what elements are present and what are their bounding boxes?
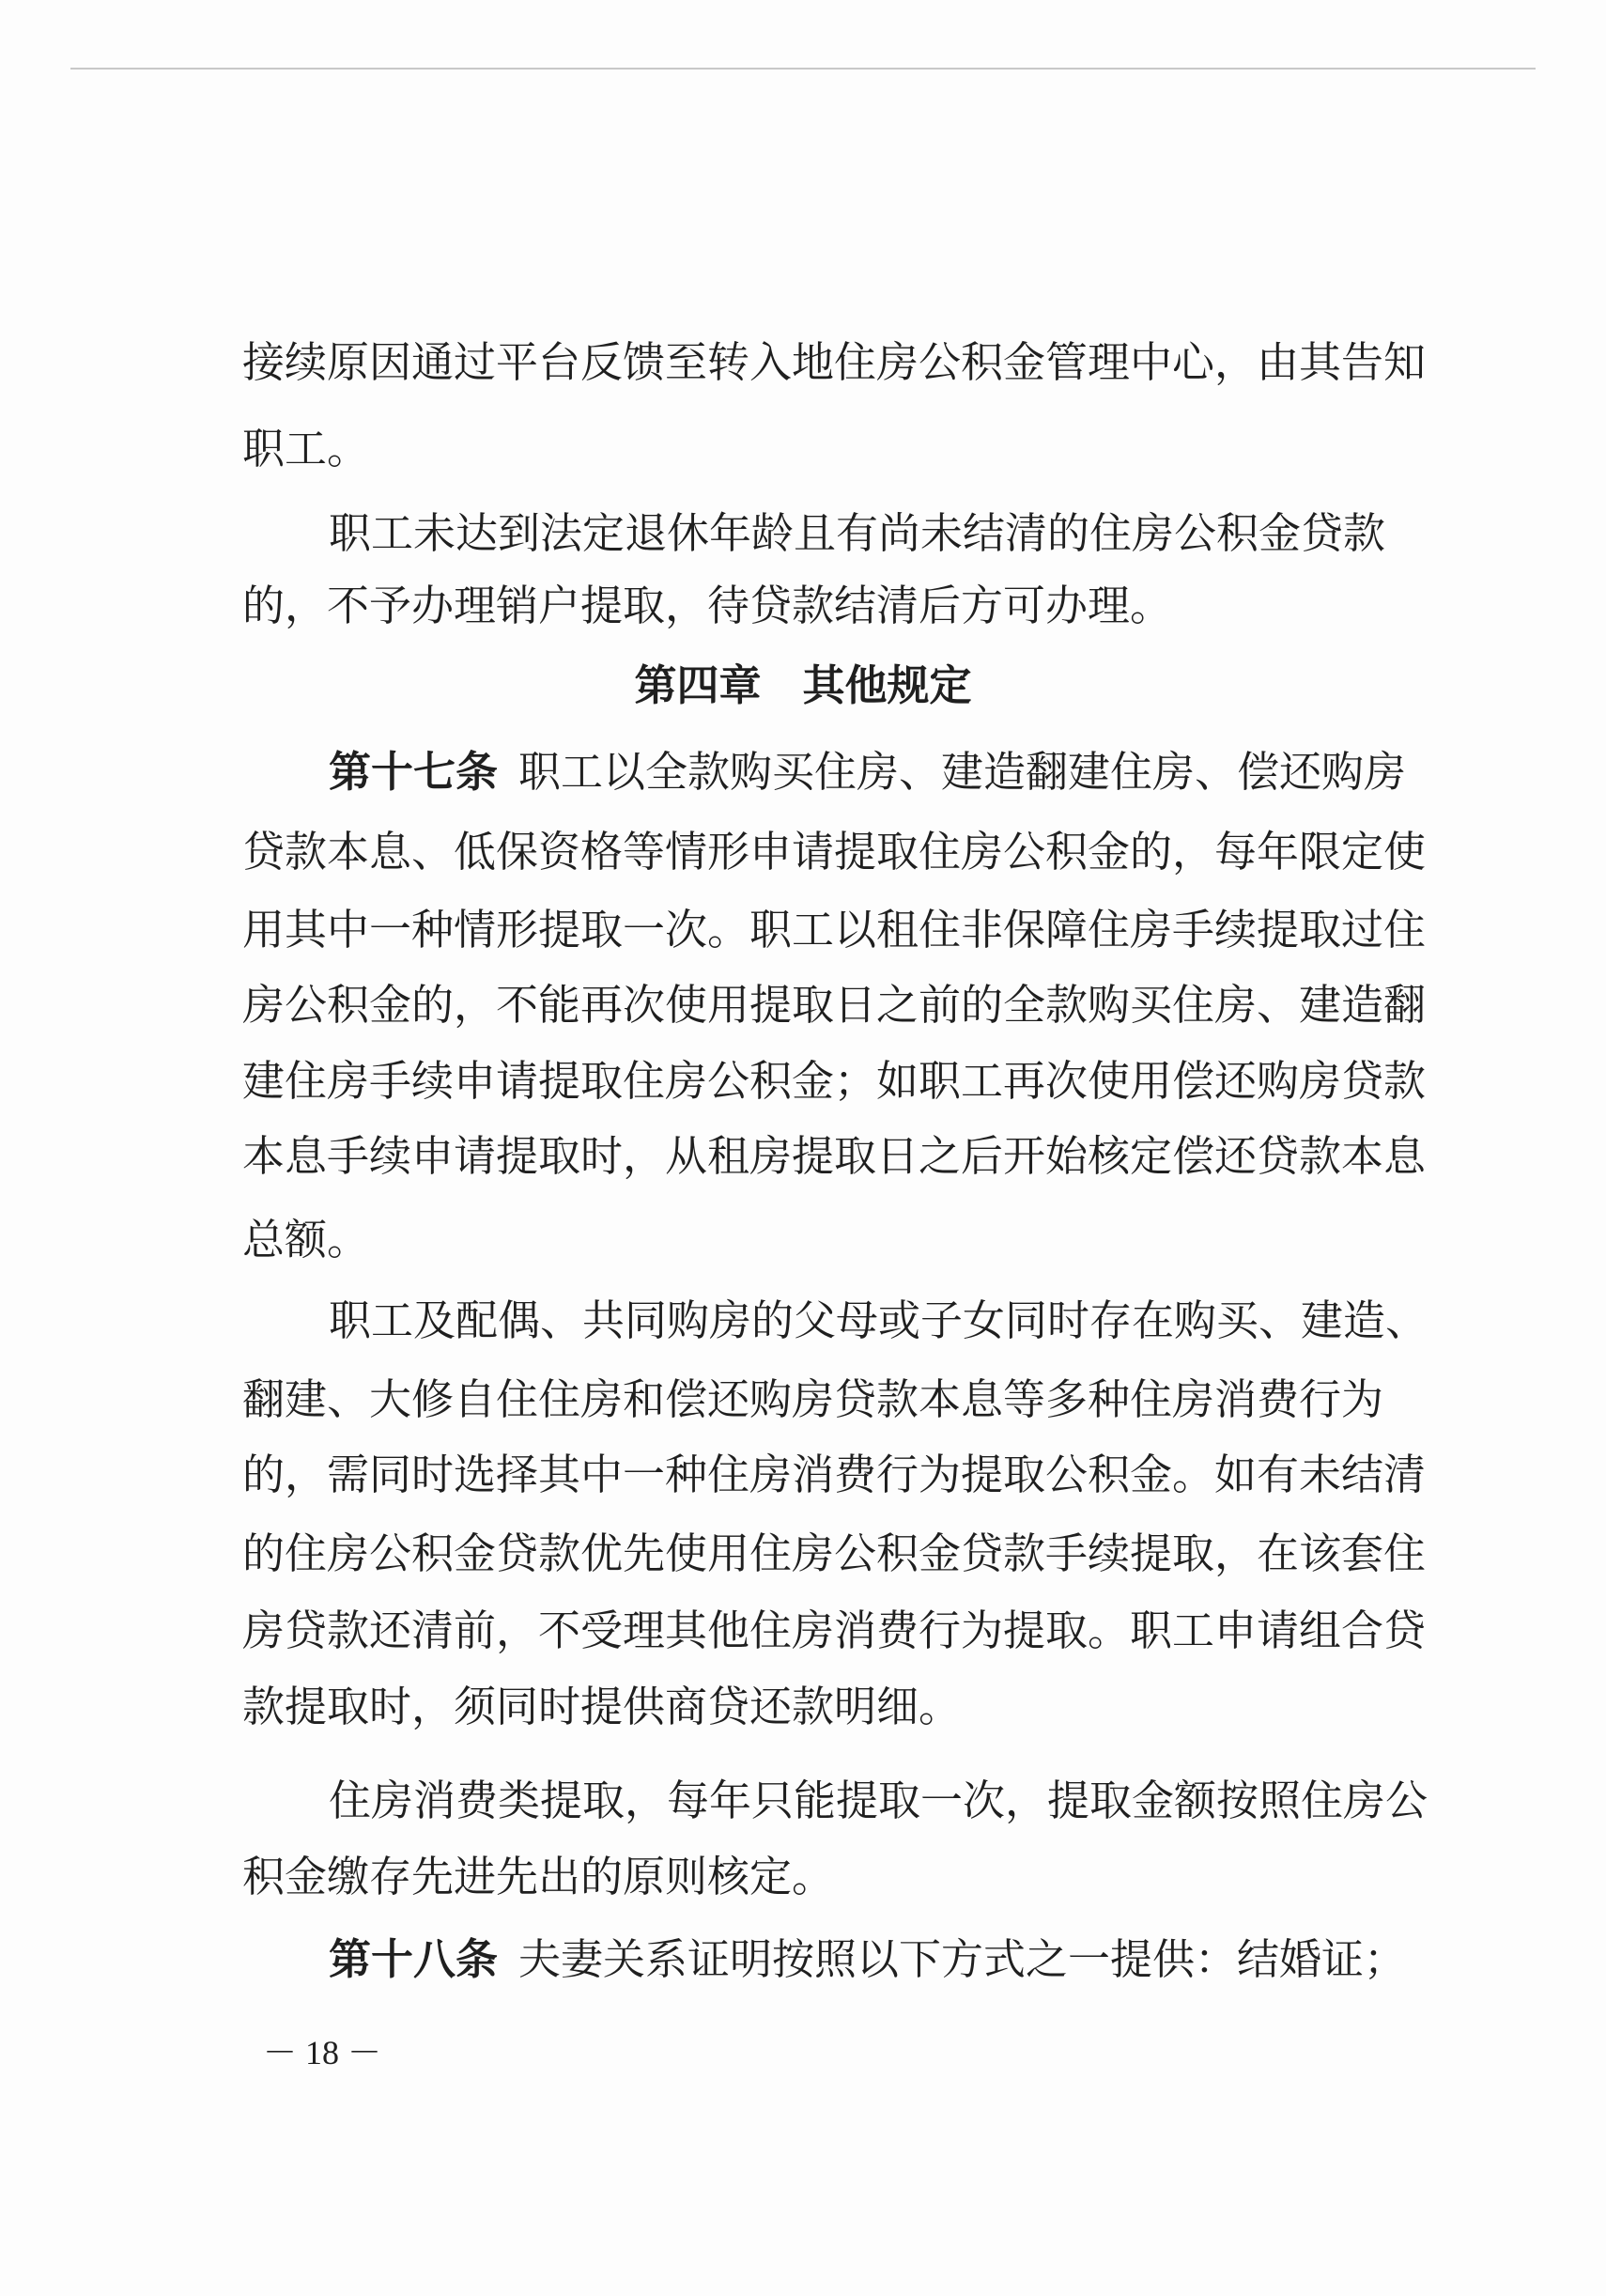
- text-line: 的住房公积金贷款优先使用住房公积金贷款手续提取，在该套住: [242, 1528, 1427, 1578]
- chapter-number: 第四章: [634, 660, 762, 710]
- article-18-text: 夫妻关系证明按照以下方式之一提供：结婚证；: [518, 1934, 1407, 1984]
- chapter-heading: [0, 658, 1606, 714]
- text-line: 职工。: [242, 424, 370, 473]
- text-line: 款提取时，须同时提供商贷还款明细。: [242, 1682, 962, 1731]
- text-line: 职工及配偶、共同购房的父母或子女同时存在购买、建造、: [329, 1295, 1428, 1345]
- text-line: 本息手续申请提取时，从租房提取日之后开始核定偿还贷款本息: [242, 1131, 1427, 1181]
- article-17-first-line: [329, 744, 1406, 800]
- text-line: 职工未达到法定退休年龄且有尚未结清的住房公积金贷款: [329, 508, 1386, 558]
- text-line: 接续原因通过平台反馈至转入地住房公积金管理中心，由其告知: [242, 337, 1427, 387]
- text-line: 总额。: [242, 1215, 370, 1264]
- text-line: 翻建、大修自住住房和偿还购房贷款本息等多种住房消费行为: [242, 1374, 1384, 1424]
- text-line: 住房消费类提取，每年只能提取一次，提取金额按照住房公: [329, 1776, 1428, 1825]
- text-line: 房公积金的，不能再次使用提取日之前的全款购买住房、建造翻: [242, 980, 1427, 1030]
- text-line: 贷款本息、低保资格等情形申请提取住房公积金的，每年限定使: [242, 827, 1427, 877]
- text-line: 的，需同时选择其中一种住房消费行为提取公积金。如有未结清: [242, 1450, 1427, 1499]
- chapter-title: 其他规定: [802, 660, 972, 710]
- article-17-text: 职工以全款购买住房、建造翻建住房、偿还购房: [518, 747, 1407, 797]
- text-line: 用其中一种情形提取一次。职工以租住非保障住房手续提取过住: [242, 905, 1427, 954]
- text-line: 房贷款还清前，不受理其他住房消费行为提取。职工申请组合贷: [242, 1606, 1427, 1655]
- page-top-rule: [70, 68, 1536, 70]
- text-line: 积金缴存先进先出的原则核定。: [242, 1852, 835, 1901]
- page-number: － 18 －: [263, 2034, 382, 2071]
- article-18-label: 第十八条: [329, 1934, 499, 1984]
- article-17-label: 第十七条: [329, 747, 499, 797]
- article-18-first-line: [329, 1931, 1406, 1988]
- text-line: 建住房手续申请提取住房公积金；如职工再次使用偿还购房贷款: [242, 1056, 1427, 1106]
- text-line: 的，不予办理销户提取，待贷款结清后方可办理。: [242, 581, 1173, 630]
